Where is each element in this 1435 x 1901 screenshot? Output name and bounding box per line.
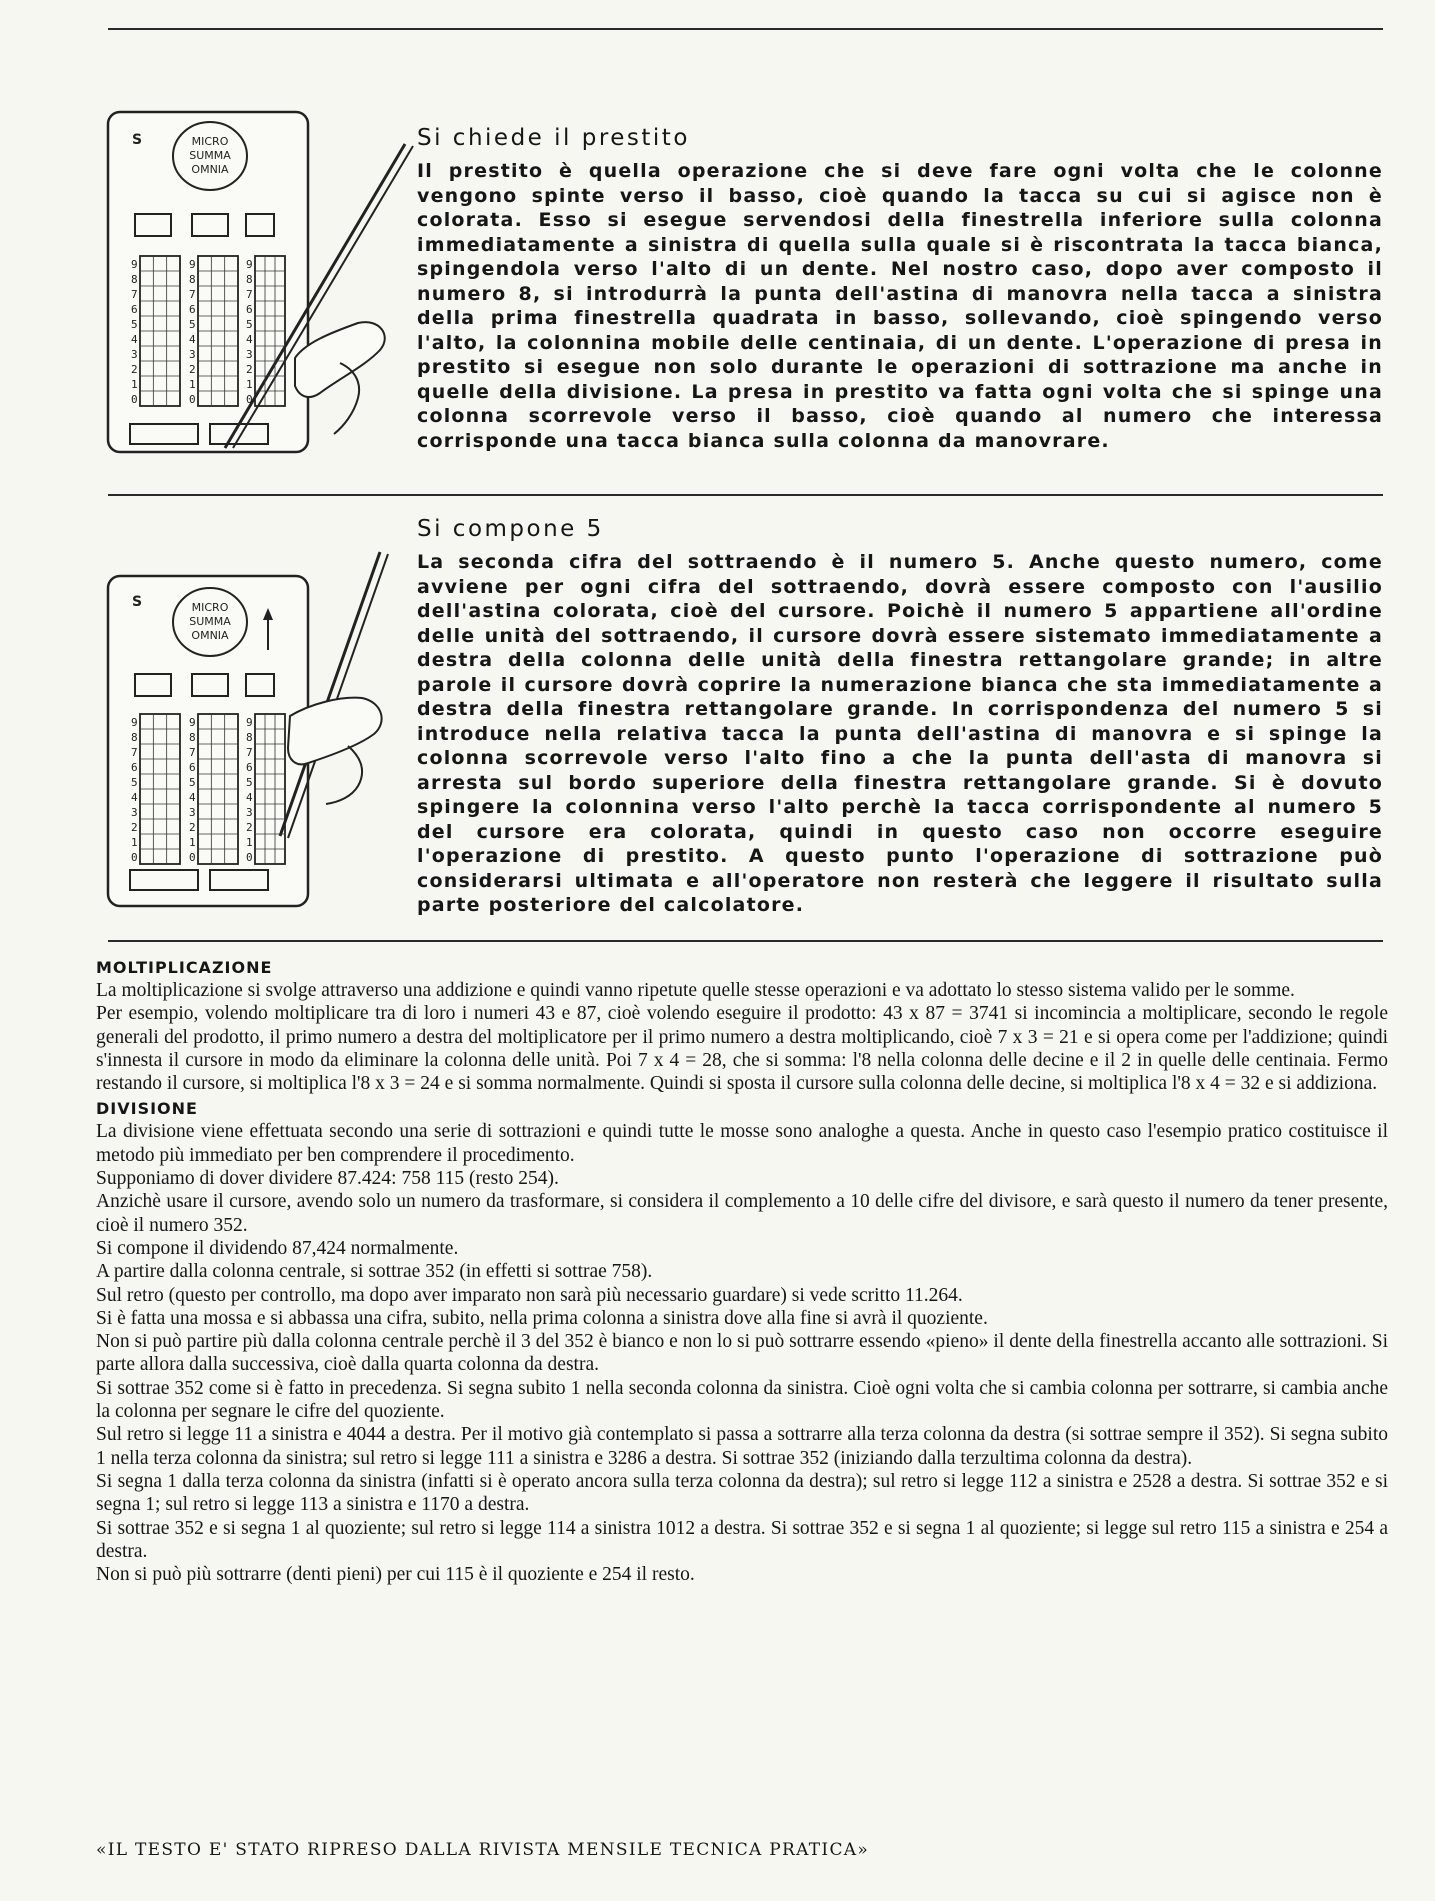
division-paragraph: Si segna 1 dalla terza colonna da sinistra (infatti si è operato ancora sulla terza colonna da destra); sul retro si legge 112 a sinistra e 2528 a destra. Si sottrae 352 e si segna 1; sul retro si legge 113 a sinistra e 1170 a destra. bbox=[96, 1470, 1388, 1516]
scale-digit: 5 bbox=[246, 776, 253, 789]
scale-digit: 1 bbox=[131, 836, 138, 849]
section-title: Si chiede il prestito bbox=[417, 125, 690, 151]
scale-digit: 5 bbox=[189, 318, 196, 331]
scale-digit: 8 bbox=[189, 273, 196, 286]
scale-digit: 0 bbox=[131, 393, 138, 406]
scale-digit: 1 bbox=[246, 378, 253, 391]
scale-digit: 9 bbox=[189, 258, 196, 271]
division-paragraph: Sul retro si legge 11 a sinistra e 4044 a destra. Per il motivo già contemplato si passa a sottrarre alla terza colonna da destra (si sottrae sempre il 352). Si segna subito 1 nella terza colonna da sinistra; sul retro si legge 111 a sinistra e 3286 a destra. Si sottrae 352 (iniziando dalla terzultima colonna da destra). bbox=[96, 1424, 1388, 1469]
scale-digit: 9 bbox=[246, 716, 253, 729]
scale-digit: 1 bbox=[189, 378, 196, 391]
division-paragraph: Si compone il dividendo 87,424 normalmente. bbox=[96, 1237, 459, 1259]
logo-line-2: SUMMA bbox=[189, 149, 231, 162]
multiplication-paragraph: Per esempio, volendo moltiplicare tra di loro i numeri 43 e 87, cioè volendo eseguire il prodotto: 43 x 87 = 3741 si incomincia a moltiplicare, secondo le regole generali del prodotto, il primo numero a destra del moltiplicatore per il primo numero a destra moltiplicando, cioè 7 x 3 = 21 e si opera come per l'addizione; quindi s'innesta il cursore in modo da eliminare la colonna delle unità. Poi 7 x 4 = 28, che si somma: l'8 nella colonna delle decine e il 2 in quelle delle centinaia. Fermo restando il cursore, si moltiplica l'8 x 3 = 24 e si somma normalmente. Quindi si sposta il cursore sulla colonna delle decine, si moltiplica l'8 x 4 = 32 e si addiziona. bbox=[96, 1003, 1388, 1095]
middle-rule bbox=[108, 494, 1383, 496]
division-paragraph: La divisione viene effettuata secondo una serie di sottrazioni e quindi tutte le mosse sono analoghe a questa. Anche in questo caso l'esempio pratico costituisce il metodo più immediato per ben comprendere il procedimento. bbox=[96, 1121, 1388, 1166]
multiplication-paragraph: La moltiplicazione si svolge attraverso una addizione e quindi vanno ripetute quelle stesse operazioni e va adottato lo stesso sistema valido per le somme. bbox=[96, 980, 1295, 1001]
scale-digit: 3 bbox=[131, 348, 138, 361]
division-paragraph: Anzichè usare il cursore, avendo solo un numero da trasformare, si considera il complemento a 10 delle cifre del divisore, e sarà questo il numero da tener presente, cioè il numero 352. bbox=[96, 1191, 1388, 1236]
division-paragraph: A partire dalla colonna centrale, si sottrae 352 (in effetti si sottrae 758). bbox=[96, 1261, 653, 1283]
instructions-block bbox=[96, 958, 1388, 1586]
scale-digit: 7 bbox=[131, 288, 138, 301]
scale-digit: 5 bbox=[189, 776, 196, 789]
corner-letter: S bbox=[132, 132, 143, 148]
division-paragraph: Si è fatta una mossa e si abbassa una cifra, subito, nella prima colonna a sinistra dove alla fine si avrà il quoziente. bbox=[96, 1307, 988, 1329]
scale-digit: 1 bbox=[246, 836, 253, 849]
scale-digit: 8 bbox=[131, 731, 138, 744]
logo-line-2: SUMMA bbox=[189, 615, 231, 628]
scale-digit: 9 bbox=[246, 258, 253, 271]
scale-digit: 7 bbox=[189, 746, 196, 759]
scale-digit: 5 bbox=[246, 318, 253, 331]
section-title: Si compone 5 bbox=[417, 516, 604, 542]
scale-digit: 0 bbox=[189, 393, 196, 406]
scale-digit: 7 bbox=[246, 288, 253, 301]
scale-digit: 2 bbox=[131, 821, 138, 834]
scale-digit: 9 bbox=[131, 258, 138, 271]
scale-digit: 0 bbox=[246, 851, 253, 864]
division-paragraph: Non si può più sottrarre (denti pieni) per cui 115 è il quoziente e 254 il resto. bbox=[96, 1564, 695, 1586]
scale-digit: 5 bbox=[131, 318, 138, 331]
multiplication-heading: MOLTIPLICAZIONE bbox=[96, 958, 273, 977]
division-heading: DIVISIONE bbox=[96, 1099, 198, 1119]
scale-digit: 4 bbox=[189, 791, 196, 804]
section-body: Il prestito è quella operazione che si deve fare ogni volta che le colonne vengono spinte verso il basso, cioè quando la tacca su cui si agisce non è colorata. Esso si esegue servendosi della finestrella inferiore sulla colonna immediatamente a sinistra di quella sulla quale si è riscontrata la tacca bianca, spingendola verso l'alto di un dente. Nel nostro caso, dopo aver composto il numero 8, si introdurrà la punta dell'astina di manovra nella tacca a sinistra della prima finestrella quadrata in basso, sollevando, cioè spingendo verso l'alto, la colonnina mobile delle centinaia, di un dente. L'operazione di presa in prestito si esegue non solo durante le operazioni di sottrazione ma anche in quelle della divisione. La presa in prestito va fatta ogni volta che si spinge una colonna scorrevole verso il basso, cioè quando al numero che interessa corrisponde una tacca bianca sulla colonna da manovrare. bbox=[417, 160, 1383, 452]
scale-digit: 3 bbox=[246, 348, 253, 361]
bottom-rule bbox=[108, 940, 1383, 942]
scale-digit: 3 bbox=[246, 806, 253, 819]
scale-digit: 3 bbox=[131, 806, 138, 819]
scale-digit: 9 bbox=[131, 716, 138, 729]
scale-digit: 0 bbox=[131, 851, 138, 864]
top-rule bbox=[108, 28, 1383, 30]
scale-digit: 2 bbox=[246, 821, 253, 834]
section-compose bbox=[417, 516, 1383, 918]
scale-digit: 8 bbox=[246, 273, 253, 286]
division-paragraph: Si sottrae 352 e si segna 1 al quoziente; sul retro si legge 114 a sinistra 1012 a destra. Si sottrae 352 e si segna 1 al quoziente; si legge sul retro 115 a sinistra e 254 a destra. bbox=[96, 1517, 1388, 1562]
division-paragraph: Supponiamo di dover dividere 87.424: 758 115 (resto 254). bbox=[96, 1168, 559, 1190]
scale-digit: 1 bbox=[189, 836, 196, 849]
corner-letter: S bbox=[132, 594, 143, 610]
scale-digit: 6 bbox=[131, 761, 138, 774]
scale-digit: 3 bbox=[189, 348, 196, 361]
division-paragraph: Si sottrae 352 come si è fatto in precedenza. Si segna subito 1 nella seconda colonna da sinistra. Cioè ogni volta che si cambia colonna per sottrarre, si cambia anche la colonna per segnare le cifre del quoziente. bbox=[96, 1377, 1388, 1423]
scale-digit: 4 bbox=[246, 333, 253, 346]
scale-digit: 0 bbox=[246, 393, 253, 406]
scale-digit: 3 bbox=[189, 806, 196, 819]
scale-digit: 2 bbox=[246, 363, 253, 376]
calculator-illustration-compose bbox=[100, 546, 420, 912]
division-paragraph: Non si può partire più dalla colonna centrale perchè il 3 del 352 è bianco e non lo si può sottrarre essendo «pieno» il dente della finestrella accanto alle sottrazioni. Si parte allora dalla successiva, cioè dalla quarta colonna da destra. bbox=[96, 1331, 1388, 1376]
scale-digit: 7 bbox=[246, 746, 253, 759]
logo-line-3: OMNIA bbox=[191, 163, 229, 176]
scale-digit: 2 bbox=[131, 363, 138, 376]
calculator-illustration-borrow bbox=[100, 108, 420, 458]
scale-digit: 4 bbox=[189, 333, 196, 346]
logo-line-1: MICRO bbox=[191, 601, 229, 614]
division-paragraph: Sul retro (questo per controllo, ma dopo aver imparato non sarà più necessario guardare) si vede scritto 11.264. bbox=[96, 1284, 963, 1306]
scale-digit: 6 bbox=[246, 303, 253, 316]
section-borrow bbox=[417, 125, 1383, 453]
scale-digit: 4 bbox=[131, 791, 138, 804]
scale-digit: 4 bbox=[246, 791, 253, 804]
scale-digit: 6 bbox=[246, 761, 253, 774]
scale-digit: 1 bbox=[131, 378, 138, 391]
source-footer: «IL TESTO E' STATO RIPRESO DALLA RIVISTA MENSILE TECNICA PRATICA» bbox=[96, 1840, 870, 1860]
scale-digit: 7 bbox=[189, 288, 196, 301]
scale-digit: 8 bbox=[189, 731, 196, 744]
scale-digit: 7 bbox=[131, 746, 138, 759]
scale-digit: 5 bbox=[131, 776, 138, 789]
scale-digit: 8 bbox=[131, 273, 138, 286]
scale-digit: 9 bbox=[189, 716, 196, 729]
scale-digit: 2 bbox=[189, 363, 196, 376]
scale-digit: 6 bbox=[189, 761, 196, 774]
scale-digit: 4 bbox=[131, 333, 138, 346]
scale-digit: 6 bbox=[189, 303, 196, 316]
logo-line-3: OMNIA bbox=[191, 629, 229, 642]
section-body: La seconda cifra del sottraendo è il numero 5. Anche questo numero, come avviene per ogni cifra del sottraendo, dovrà essere composto con l'ausilio dell'astina colorata, cioè del cursore. Poichè il numero 5 appartiene all'ordine delle unità del sottraendo, il cursore dovrà essere sistemato immediatamente a destra della colonna delle unità della finestra rettangolare grande; in altre parole il cursore dovrà coprire la numerazione bianca che sta immediatamente a destra della finestra rettangolare grande. In corrispondenza del numero 5 si introduce nella relativa tacca la punta dell'astina di manovra e si spinge la colonna scorrevole verso l'alto fino a che la punta dell'asta di manovra si arresta sul bordo superiore della finestra rettangolare grande. Si è dovuto spingere la colonnina verso l'alto perchè la tacca corrispondente al numero 5 del cursore era colorata, quindi in questo caso non occorre eseguire l'operazione di prestito. A questo punto l'operazione di sottrazione può considerarsi ultimata e all'operatore non resterà che leggere il risultato sulla parte posteriore del calcolatore. bbox=[417, 551, 1383, 916]
scale-digit: 0 bbox=[189, 851, 196, 864]
scale-digit: 2 bbox=[189, 821, 196, 834]
logo-line-1: MICRO bbox=[191, 135, 229, 148]
scale-digit: 6 bbox=[131, 303, 138, 316]
scale-digit: 8 bbox=[246, 731, 253, 744]
